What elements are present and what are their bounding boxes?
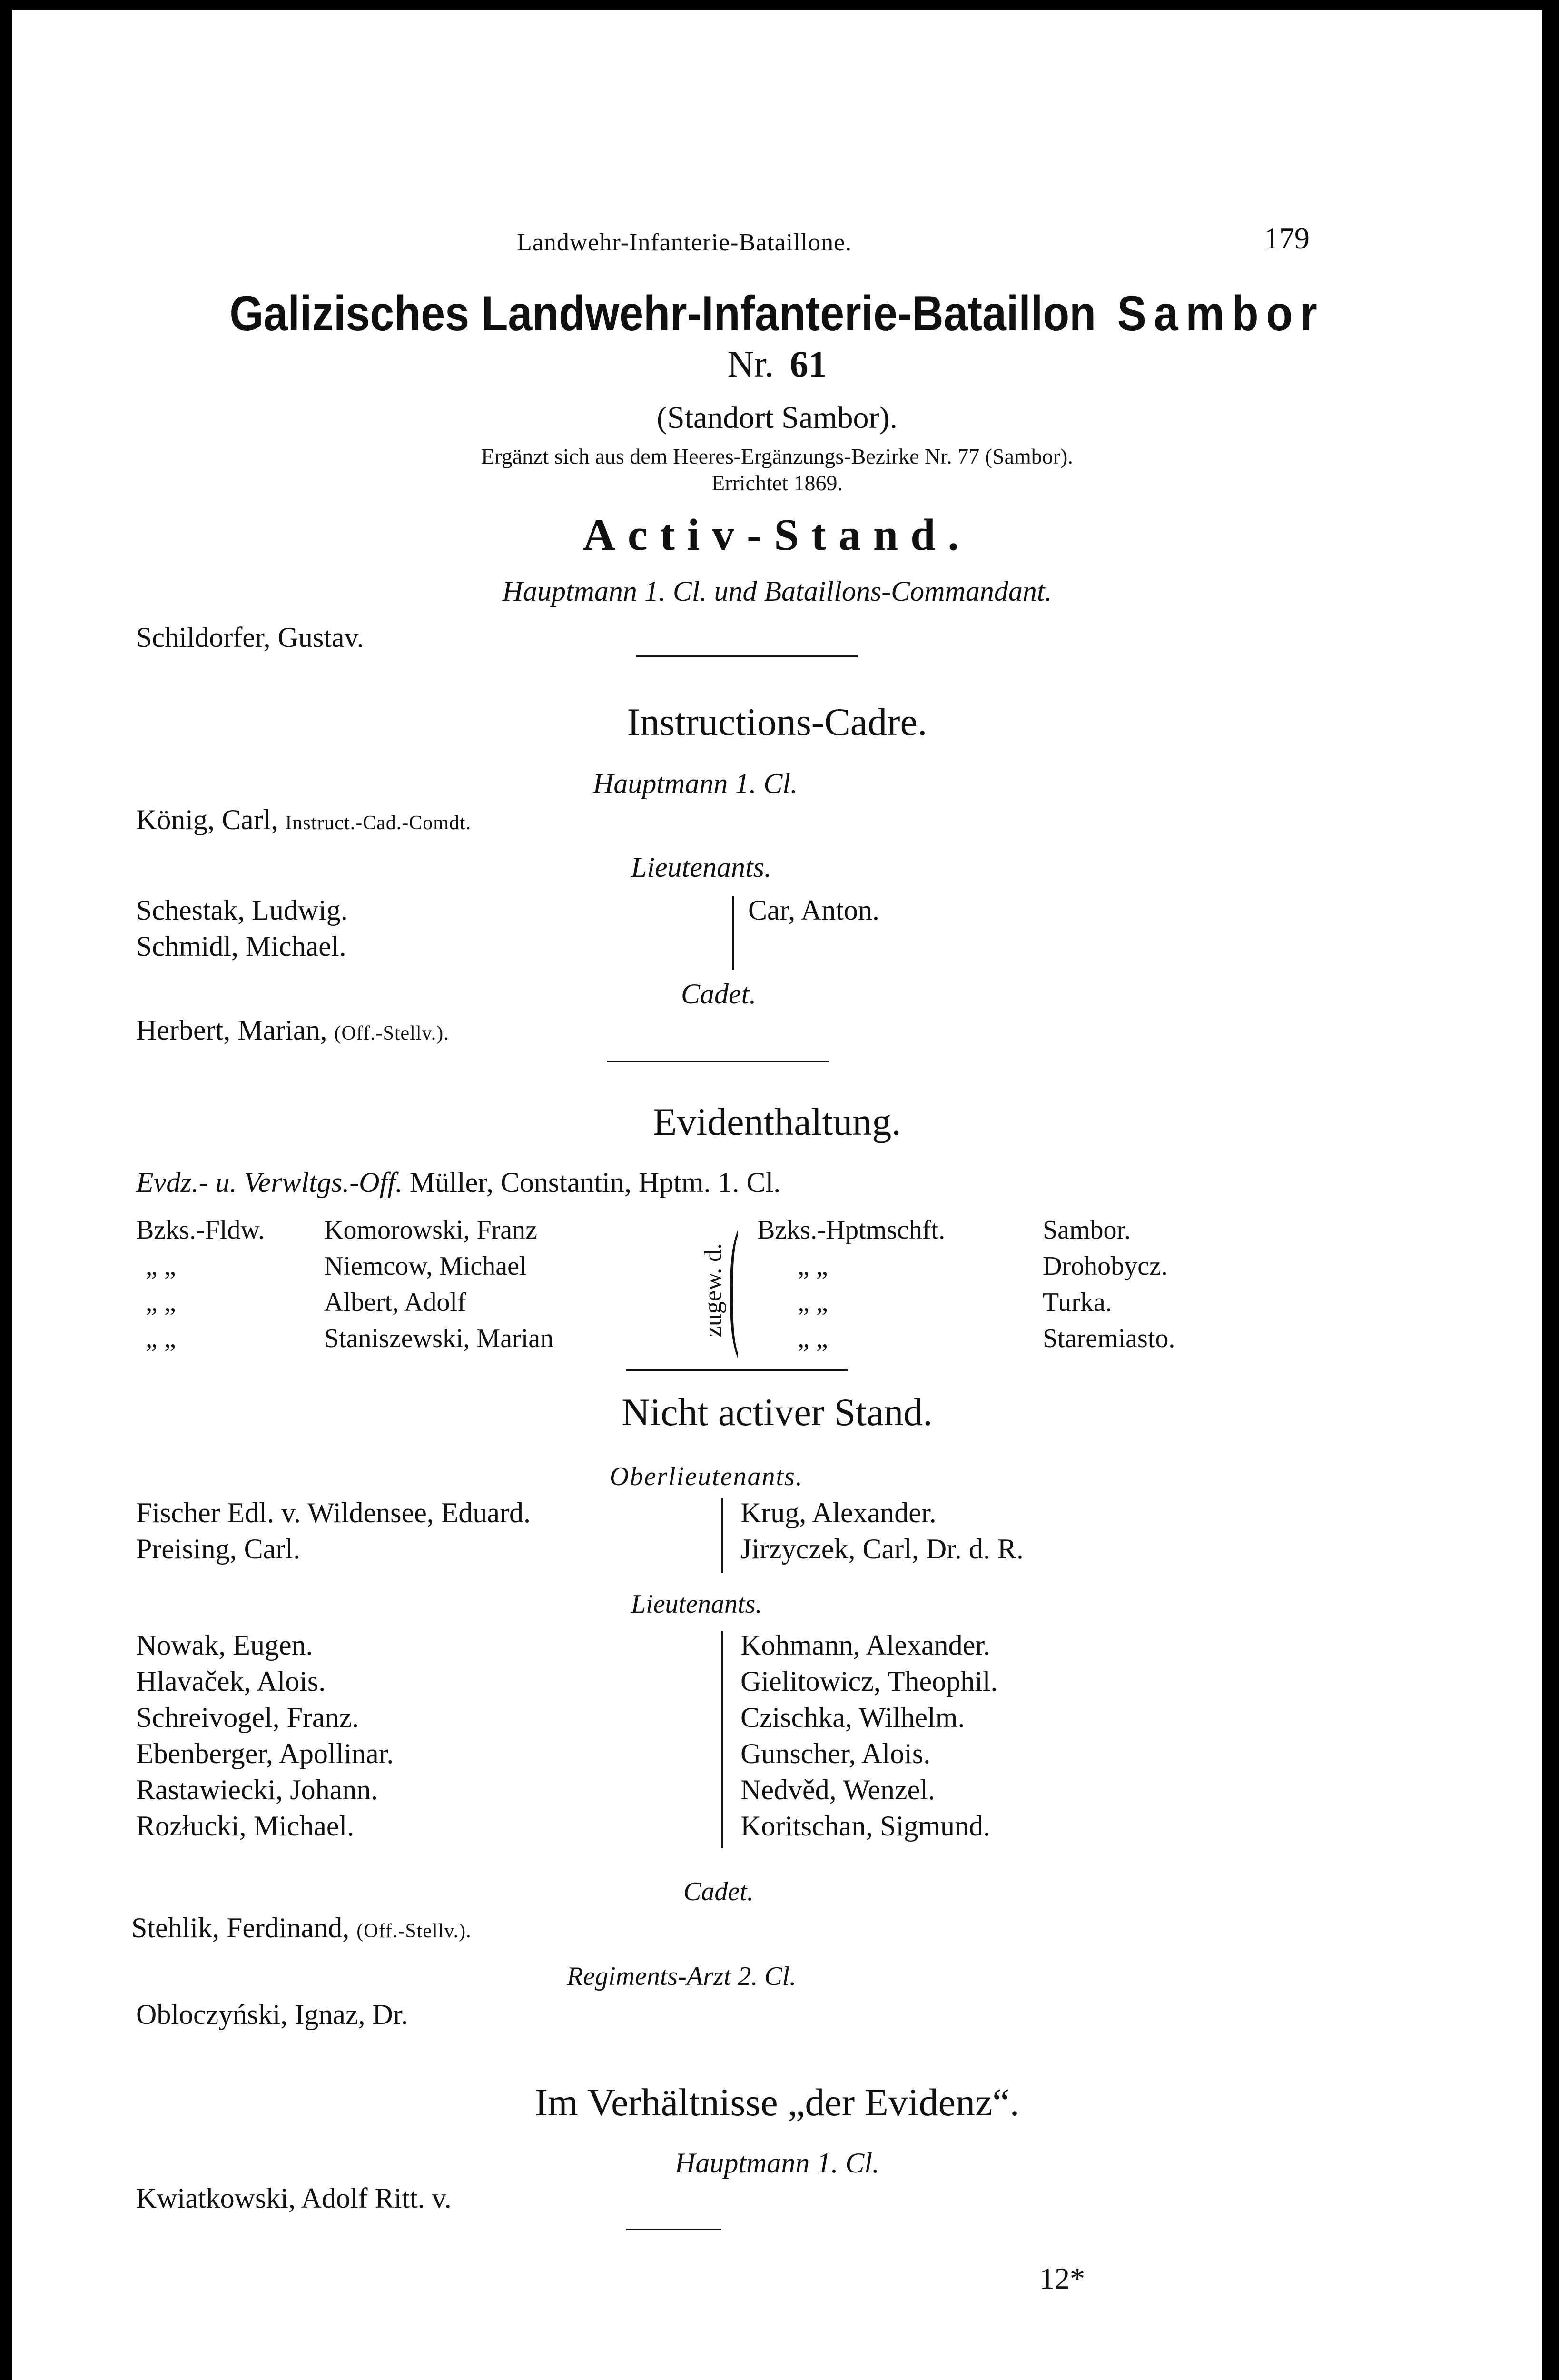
person-note: Instruct.-Cad.-Comdt. — [285, 812, 472, 834]
person-name: Rozłucki, Michael. — [136, 1810, 355, 1842]
table-cell-location: Drohobycz. — [1043, 1251, 1168, 1281]
column-divider — [721, 1498, 723, 1573]
person-name: Gunscher, Alois. — [740, 1738, 931, 1769]
battalion-number-value: 61 — [789, 343, 827, 385]
table-cell-location: Staremiasto. — [1043, 1324, 1175, 1353]
person-name: Rastawiecki, Johann. — [136, 1774, 378, 1805]
page-title — [104, 286, 1450, 342]
person-name: Preising, Carl. — [136, 1533, 300, 1565]
divider — [626, 1369, 848, 1371]
person-entry — [136, 1014, 449, 1047]
rank-heading: Lieutenants. — [631, 852, 771, 883]
section-heading-activ-stand: Activ-Stand. — [583, 510, 971, 560]
person-name: Schreivogel, Franz. — [136, 1702, 359, 1733]
table-cell-district: „ „ — [798, 1288, 828, 1317]
person-name: Krug, Alexander. — [740, 1497, 937, 1528]
garrison-line: (Standort Sambor). — [657, 400, 898, 435]
running-header: Landwehr-Infanterie-Bataillone. — [517, 229, 852, 256]
battalion-number — [12, 343, 1542, 386]
rank-heading: Cadet. — [683, 1877, 754, 1906]
person-name: Koritschan, Sigmund. — [740, 1810, 990, 1842]
person-name: Kohmann, Alexander. — [740, 1629, 990, 1661]
person-name: Jirzyczek, Carl, Dr. d. R. — [740, 1533, 1024, 1565]
person-name: Car, Anton. — [748, 894, 879, 926]
divider — [636, 655, 858, 657]
table-cell-district: „ „ — [798, 1324, 828, 1353]
person-name: Fischer Edl. v. Wildensee, Eduard. — [136, 1497, 531, 1528]
person-name: Gielitowicz, Theophil. — [740, 1666, 998, 1697]
table-cell-rank: Bzks.-Fldw. — [136, 1215, 265, 1245]
rank-heading: Hauptmann 1. Cl. — [674, 2147, 880, 2179]
page-number: 179 — [1264, 221, 1310, 255]
person-entry — [136, 803, 471, 836]
table-cell-name: Niemcow, Michael — [324, 1251, 527, 1281]
person-name: Schmidl, Michael. — [136, 931, 346, 962]
title-text: Galizisches Landwehr-Infanterie-Bataillon — [229, 286, 1096, 341]
person-name: Kwiatkowski, Adolf Ritt. v. — [136, 2182, 452, 2214]
table-cell-name: Albert, Adolf — [324, 1288, 466, 1317]
rank-heading: Hauptmann 1. Cl. — [593, 768, 798, 799]
rank-heading: Lieutenants. — [631, 1589, 762, 1619]
divider — [607, 1061, 829, 1062]
person-note: (Off.-Stellv.). — [356, 1920, 472, 1942]
rank-heading: Oberlieutenants. — [610, 1462, 803, 1491]
section-heading-verhaeltnisse-evidenz: Im Verhältnisse „der Evidenz“. — [534, 2081, 1020, 2124]
person-note: (Off.-Stellv.). — [334, 1022, 449, 1044]
person-name: König, Carl, — [136, 804, 278, 835]
column-divider — [732, 896, 734, 970]
person-name: Müller, Constantin, Hptm. 1. Cl. — [409, 1167, 781, 1198]
person-name: Hlavaček, Alois. — [136, 1666, 326, 1697]
brace-left: ( — [729, 1201, 739, 1359]
person-name: Nowak, Eugen. — [136, 1629, 313, 1661]
established-line: Errichtet 1869. — [711, 471, 843, 495]
table-cell-location: Turka. — [1043, 1288, 1112, 1317]
recruitment-line: Ergänzt sich aus dem Heeres-Ergänzungs-Bezirke Nr. 77 (Sambor). — [481, 444, 1073, 468]
column-divider — [721, 1631, 723, 1848]
rank-heading: Hauptmann 1. Cl. und Bataillons-Commandant. — [502, 575, 1052, 607]
table-cell-district: Bzks.-Hptmschft. — [757, 1215, 946, 1245]
battalion-number-label: Nr. — [727, 343, 774, 385]
person-entry — [131, 1912, 472, 1944]
table-cell-location: Sambor. — [1043, 1215, 1131, 1245]
person-name: Stehlik, Ferdinand, — [131, 1912, 350, 1944]
person-name: Schildorfer, Gustav. — [136, 622, 364, 653]
person-name: Schestak, Ludwig. — [136, 894, 348, 926]
rank-heading: Cadet. — [681, 978, 757, 1010]
table-cell-rank: „ „ — [146, 1324, 176, 1353]
section-heading-nicht-activer-stand: Nicht activer Stand. — [622, 1390, 933, 1434]
signature-mark: 12* — [1039, 2261, 1085, 2295]
person-name: Czischka, Wilhelm. — [740, 1702, 965, 1733]
person-name: Herbert, Marian, — [136, 1014, 327, 1046]
table-cell-rank: „ „ — [146, 1288, 176, 1317]
rank-heading: Regiments-Arzt 2. Cl. — [567, 1962, 797, 1991]
vertical-note: zugew. d. — [700, 1243, 727, 1337]
evidenz-officer-label: Evdz.- u. Verwltgs.-Off. — [136, 1167, 403, 1198]
table-cell-rank: „ „ — [146, 1251, 176, 1281]
section-heading-instructions-cadre: Instructions-Cadre. — [627, 700, 928, 744]
table-cell-district: „ „ — [798, 1251, 828, 1281]
person-name: Nedvěd, Wenzel. — [740, 1774, 935, 1805]
page — [12, 10, 1542, 2380]
divider — [626, 2229, 721, 2230]
person-name: Ebenberger, Apollinar. — [136, 1738, 394, 1769]
title-place: Sambor — [1117, 286, 1325, 341]
table-cell-name: Staniszewski, Marian — [324, 1324, 554, 1353]
person-name: Obloczyński, Ignaz, Dr. — [136, 1999, 408, 2030]
evidenz-officer-line — [136, 1166, 780, 1199]
table-cell-name: Komorowski, Franz — [324, 1215, 537, 1245]
section-heading-evidenthaltung: Evidenthaltung. — [653, 1100, 901, 1143]
